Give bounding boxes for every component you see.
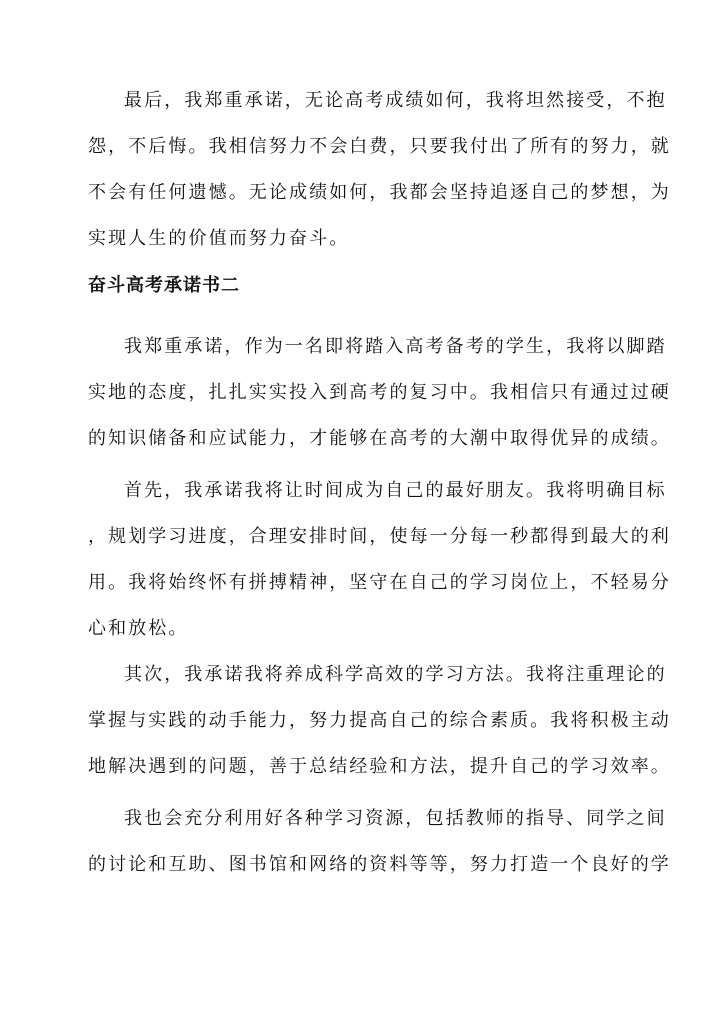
text-line: 首先，我承诺我将让时间成为自己的最好朋友。我将明确目标 <box>124 480 667 501</box>
text-line: 我也会充分利用好各种学习资源，包括教师的指导、同学之间 <box>124 808 667 829</box>
text-line: 其次，我承诺我将养成科学高效的学习方法。我将注重理论的 <box>124 664 667 685</box>
text-line: 的讨论和互助、图书馆和网络的资料等等，努力打造一个良好的学 <box>88 854 671 875</box>
text-line: 实地的态度，扎扎实实投入到高考的复习中。我相信只有通过过硬 <box>88 382 671 403</box>
text-line: 掌握与实践的动手能力，努力提高自己的综合素质。我将积极主动 <box>88 710 671 731</box>
text-line: 不会有任何遗憾。无论成绩如何，我都会坚持追逐自己的梦想，为 <box>88 182 671 203</box>
text-line: 最后，我郑重承诺，无论高考成绩如何，我将坦然接受，不抱 <box>124 90 667 111</box>
text-line: 我郑重承诺，作为一名即将踏入高考备考的学生，我将以脚踏 <box>124 336 667 357</box>
text-line: 心和放松。 <box>88 618 189 639</box>
text-line: ，规划学习进度，合理安排时间，使每一分每一秒都得到最大的利 <box>88 526 671 547</box>
paragraph-study-methods <box>88 652 671 790</box>
section-heading: 奋斗高考承诺书二 <box>88 275 240 296</box>
text-line: 怨，不后悔。我相信努力不会白费，只要我付出了所有的努力，就 <box>88 136 671 157</box>
paragraph-time-management <box>88 468 671 652</box>
text-line: 实现人生的价值而努力奋斗。 <box>88 228 350 249</box>
paragraph-learning-resources <box>88 796 671 888</box>
text-line: 的知识储备和应试能力，才能够在高考的大潮中取得优异的成绩。 <box>88 428 671 449</box>
text-line: 用。我将始终怀有拼搏精神，坚守在自己的学习岗位上，不轻易分 <box>88 572 671 593</box>
paragraph-closing-promise <box>88 78 671 262</box>
paragraph-commitment <box>88 324 671 462</box>
text-line: 地解决遇到的问题，善于总结经验和方法，提升自己的学习效率。 <box>88 756 671 777</box>
